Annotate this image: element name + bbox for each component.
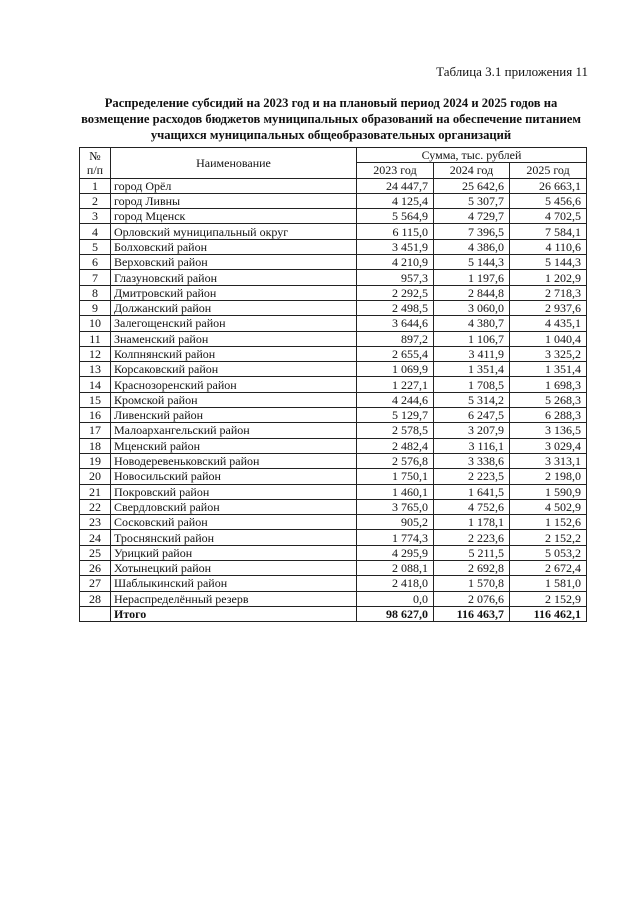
column-header-sum: Сумма, тыс. рублей — [357, 148, 587, 163]
subsidy-table — [79, 147, 587, 622]
row-name: Покровский район — [111, 484, 357, 499]
row-value-2024: 3 116,1 — [434, 438, 510, 453]
table-row — [80, 515, 587, 530]
row-value-2023: 24 447,7 — [357, 178, 434, 193]
row-value-2025: 5 268,3 — [510, 392, 587, 407]
row-name: Шаблыкинский район — [111, 576, 357, 591]
title-line-1: Распределение субсидий на 2023 год и на плановый период 2024 и 2025 годов на — [104, 96, 558, 110]
row-name: город Ливны — [111, 193, 357, 208]
row-name: Кромской район — [111, 392, 357, 407]
row-name: Знаменский район — [111, 331, 357, 346]
row-number: 26 — [80, 561, 111, 576]
row-value-2025: 3 313,1 — [510, 453, 587, 468]
total-row-number — [80, 606, 111, 621]
row-number: 16 — [80, 408, 111, 423]
row-value-2024: 5 144,3 — [434, 255, 510, 270]
row-number: 24 — [80, 530, 111, 545]
row-value-2025: 4 502,9 — [510, 499, 587, 514]
row-number: 23 — [80, 515, 111, 530]
row-value-2024: 2 223,6 — [434, 530, 510, 545]
column-header-number-line1: № — [89, 148, 101, 163]
row-number: 10 — [80, 316, 111, 331]
document-title — [70, 95, 592, 143]
table-row — [80, 561, 587, 576]
row-value-2023: 2 418,0 — [357, 576, 434, 591]
column-header-2024: 2024 год — [434, 163, 510, 178]
row-value-2025: 2 718,3 — [510, 285, 587, 300]
row-value-2025: 1 590,9 — [510, 484, 587, 499]
row-value-2023: 3 765,0 — [357, 499, 434, 514]
row-value-2023: 905,2 — [357, 515, 434, 530]
row-value-2024: 3 338,6 — [434, 453, 510, 468]
row-value-2023: 957,3 — [357, 270, 434, 285]
row-value-2023: 6 115,0 — [357, 224, 434, 239]
row-number: 28 — [80, 591, 111, 606]
table-row — [80, 408, 587, 423]
row-value-2025: 1 581,0 — [510, 576, 587, 591]
row-value-2024: 3 411,9 — [434, 346, 510, 361]
total-value-2025: 116 462,1 — [510, 606, 587, 621]
row-value-2023: 1 460,1 — [357, 484, 434, 499]
row-value-2023: 2 088,1 — [357, 561, 434, 576]
row-value-2025: 5 053,2 — [510, 545, 587, 560]
row-value-2023: 897,2 — [357, 331, 434, 346]
row-number: 5 — [80, 239, 111, 254]
row-value-2024: 7 396,5 — [434, 224, 510, 239]
row-value-2023: 1 227,1 — [357, 377, 434, 392]
table-row — [80, 453, 587, 468]
table-row — [80, 377, 587, 392]
row-name: Колпнянский район — [111, 346, 357, 361]
row-value-2023: 5 564,9 — [357, 209, 434, 224]
table-body — [80, 178, 587, 622]
row-value-2023: 4 125,4 — [357, 193, 434, 208]
row-value-2024: 1 351,4 — [434, 362, 510, 377]
row-number: 11 — [80, 331, 111, 346]
table-row — [80, 300, 587, 315]
row-value-2024: 1 641,5 — [434, 484, 510, 499]
row-value-2023: 4 244,6 — [357, 392, 434, 407]
row-value-2024: 3 060,0 — [434, 300, 510, 315]
row-value-2023: 2 578,5 — [357, 423, 434, 438]
row-value-2024: 2 076,6 — [434, 591, 510, 606]
row-name: Мценский район — [111, 438, 357, 453]
total-label: Итого — [111, 606, 357, 621]
row-value-2023: 2 498,5 — [357, 300, 434, 315]
row-value-2025: 4 110,6 — [510, 239, 587, 254]
table-row — [80, 484, 587, 499]
row-value-2024: 1 197,6 — [434, 270, 510, 285]
row-number: 21 — [80, 484, 111, 499]
row-number: 18 — [80, 438, 111, 453]
table-row — [80, 545, 587, 560]
table-row — [80, 469, 587, 484]
row-name: Залегощенский район — [111, 316, 357, 331]
row-name: Глазуновский район — [111, 270, 357, 285]
row-number: 3 — [80, 209, 111, 224]
column-header-2023: 2023 год — [357, 163, 434, 178]
row-name: город Мценск — [111, 209, 357, 224]
row-number: 19 — [80, 453, 111, 468]
total-value-2024: 116 463,7 — [434, 606, 510, 621]
table-row — [80, 576, 587, 591]
row-value-2023: 2 576,8 — [357, 453, 434, 468]
row-name: Нераспределённый резерв — [111, 591, 357, 606]
row-value-2025: 4 435,1 — [510, 316, 587, 331]
row-value-2023: 2 292,5 — [357, 285, 434, 300]
row-name: Верховский район — [111, 255, 357, 270]
table-row — [80, 331, 587, 346]
table-row — [80, 438, 587, 453]
table-row — [80, 239, 587, 254]
row-value-2024: 4 386,0 — [434, 239, 510, 254]
total-row — [80, 606, 587, 621]
row-value-2024: 1 708,5 — [434, 377, 510, 392]
row-value-2025: 2 937,6 — [510, 300, 587, 315]
row-value-2025: 1 152,6 — [510, 515, 587, 530]
row-name: Орловский муниципальный округ — [111, 224, 357, 239]
row-value-2023: 4 210,9 — [357, 255, 434, 270]
row-name: Урицкий район — [111, 545, 357, 560]
title-line-2: возмещение расходов бюджетов муниципальных образований на обеспечение питанием — [81, 112, 581, 126]
row-value-2025: 3 029,4 — [510, 438, 587, 453]
row-number: 25 — [80, 545, 111, 560]
row-name: Новосильский район — [111, 469, 357, 484]
row-value-2023: 1 750,1 — [357, 469, 434, 484]
row-number: 14 — [80, 377, 111, 392]
table-row — [80, 591, 587, 606]
row-value-2024: 1 106,7 — [434, 331, 510, 346]
row-name: Новодеревеньковский район — [111, 453, 357, 468]
row-value-2025: 1 351,4 — [510, 362, 587, 377]
row-value-2024: 6 247,5 — [434, 408, 510, 423]
row-value-2024: 5 307,7 — [434, 193, 510, 208]
row-value-2024: 5 211,5 — [434, 545, 510, 560]
table-row — [80, 316, 587, 331]
row-value-2025: 2 198,0 — [510, 469, 587, 484]
table-row — [80, 255, 587, 270]
row-value-2025: 2 152,9 — [510, 591, 587, 606]
row-number: 7 — [80, 270, 111, 285]
row-value-2025: 3 136,5 — [510, 423, 587, 438]
row-number: 6 — [80, 255, 111, 270]
row-value-2024: 4 752,6 — [434, 499, 510, 514]
row-value-2025: 2 672,4 — [510, 561, 587, 576]
row-number: 12 — [80, 346, 111, 361]
row-number: 4 — [80, 224, 111, 239]
row-value-2023: 2 482,4 — [357, 438, 434, 453]
row-value-2024: 2 844,8 — [434, 285, 510, 300]
row-value-2024: 1 570,8 — [434, 576, 510, 591]
row-name: Троснянский район — [111, 530, 357, 545]
title-line-3: учащихся муниципальных общеобразовательных организаций — [150, 128, 512, 142]
row-name: Ливенский район — [111, 408, 357, 423]
row-name: Краснозоренский район — [111, 377, 357, 392]
table-row — [80, 224, 587, 239]
row-number: 13 — [80, 362, 111, 377]
row-name: Должанский район — [111, 300, 357, 315]
row-number: 17 — [80, 423, 111, 438]
row-value-2025: 26 663,1 — [510, 178, 587, 193]
row-value-2025: 5 144,3 — [510, 255, 587, 270]
row-value-2023: 0,0 — [357, 591, 434, 606]
row-value-2023: 2 655,4 — [357, 346, 434, 361]
row-number: 15 — [80, 392, 111, 407]
row-value-2024: 2 692,8 — [434, 561, 510, 576]
row-value-2025: 3 325,2 — [510, 346, 587, 361]
row-number: 2 — [80, 193, 111, 208]
table-row — [80, 178, 587, 193]
row-value-2023: 5 129,7 — [357, 408, 434, 423]
row-value-2024: 5 314,2 — [434, 392, 510, 407]
row-value-2023: 4 295,9 — [357, 545, 434, 560]
column-header-number-line2: п/п — [86, 162, 104, 177]
table-row — [80, 193, 587, 208]
table-row — [80, 423, 587, 438]
row-value-2024: 1 178,1 — [434, 515, 510, 530]
row-value-2024: 4 729,7 — [434, 209, 510, 224]
column-header-name: Наименование — [111, 148, 357, 179]
row-value-2023: 1 774,3 — [357, 530, 434, 545]
row-name: Хотынецкий район — [111, 561, 357, 576]
row-value-2024: 25 642,6 — [434, 178, 510, 193]
row-value-2025: 1 202,9 — [510, 270, 587, 285]
table-row — [80, 346, 587, 361]
column-header-number — [80, 148, 111, 179]
table-row — [80, 392, 587, 407]
row-value-2025: 1 698,3 — [510, 377, 587, 392]
row-value-2025: 5 456,6 — [510, 193, 587, 208]
row-name: Корсаковский район — [111, 362, 357, 377]
row-number: 27 — [80, 576, 111, 591]
table-row — [80, 270, 587, 285]
row-name: Болховский район — [111, 239, 357, 254]
column-header-2025: 2025 год — [510, 163, 587, 178]
row-value-2023: 3 451,9 — [357, 239, 434, 254]
table-row — [80, 499, 587, 514]
row-value-2023: 1 069,9 — [357, 362, 434, 377]
row-name: город Орёл — [111, 178, 357, 193]
row-value-2025: 4 702,5 — [510, 209, 587, 224]
row-value-2025: 7 584,1 — [510, 224, 587, 239]
table-row — [80, 209, 587, 224]
row-number: 9 — [80, 300, 111, 315]
total-value-2023: 98 627,0 — [357, 606, 434, 621]
row-name: Сосковский район — [111, 515, 357, 530]
row-number: 8 — [80, 285, 111, 300]
table-row — [80, 285, 587, 300]
row-value-2025: 2 152,2 — [510, 530, 587, 545]
row-number: 1 — [80, 178, 111, 193]
table-reference: Таблица 3.1 приложения 11 — [436, 64, 588, 79]
row-name: Свердловский район — [111, 499, 357, 514]
row-value-2024: 4 380,7 — [434, 316, 510, 331]
table-row — [80, 530, 587, 545]
row-name: Малоархангельский район — [111, 423, 357, 438]
row-value-2023: 3 644,6 — [357, 316, 434, 331]
row-value-2025: 6 288,3 — [510, 408, 587, 423]
row-number: 20 — [80, 469, 111, 484]
row-value-2024: 2 223,5 — [434, 469, 510, 484]
row-value-2025: 1 040,4 — [510, 331, 587, 346]
row-value-2024: 3 207,9 — [434, 423, 510, 438]
row-number: 22 — [80, 499, 111, 514]
table-row — [80, 362, 587, 377]
row-name: Дмитровский район — [111, 285, 357, 300]
